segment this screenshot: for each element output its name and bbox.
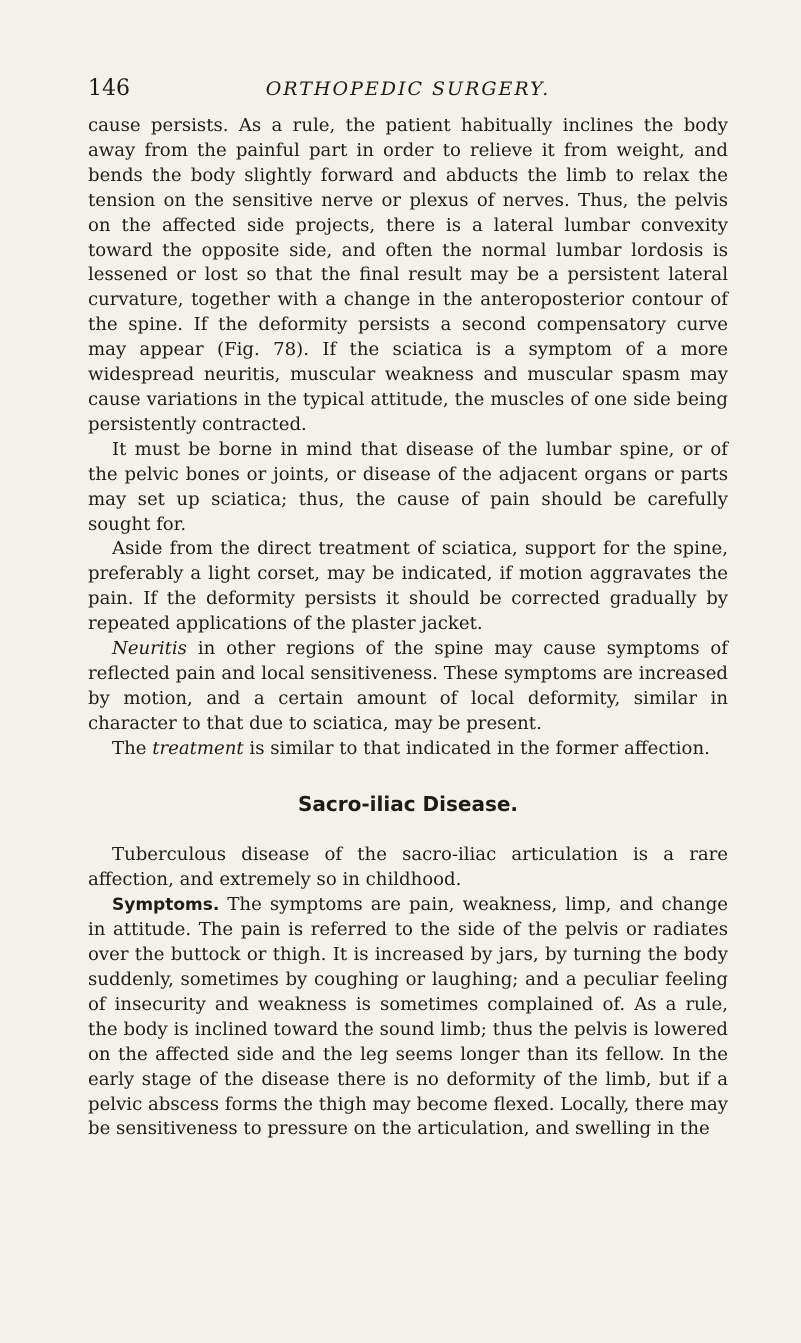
paragraph-sciatica-treatment: Aside from the direct treatment of sciatica, support for the spine, preferably a light corset, may be indicated, if motion aggravates the pain. If the deformity persists it should be corrected gradually by repeated applications of the plaster jacket. — [88, 538, 728, 635]
symptoms-lead: Symptoms. — [112, 895, 220, 916]
paragraph-sciatica-causes: It must be borne in mind that disease of the lumbar spine, or of the pelvic bones or joints, or disease of the adjacent organs or parts may set up sciatica; thus, the cause of pain should be carefully sought for. — [88, 438, 728, 535]
running-header — [88, 76, 728, 108]
paragraph-neuritis-text: in other regions of the spine may cause symptoms of reflected pain and local sensitiveness. These symptoms are increased by motion, and a certain amount of local deformity, similar in character to that due to sciatica, may be present. — [88, 638, 728, 734]
section-heading: Sacro-iliac Disease. — [297, 791, 519, 816]
term-treatment: treatment — [152, 737, 244, 759]
paragraph-sacroiliac-intro: Tuberculous disease of the sacro-iliac articulation is a rare affection, and extremely so in childhood. — [88, 844, 728, 891]
paragraph-neuritis — [88, 637, 728, 737]
paragraph-neuritis-treatment — [88, 737, 728, 762]
term-neuritis: Neuritis — [112, 638, 187, 660]
running-title: ORTHOPEDIC SURGERY. — [265, 78, 551, 100]
body-text — [88, 114, 728, 1142]
page-number: 146 — [88, 76, 130, 101]
paragraph-neuritis-treatment-text: is similar to that indicated in the former affection. — [243, 737, 710, 759]
paragraph-neuritis-treatment-start: The — [112, 737, 153, 759]
paragraph-symptoms — [88, 893, 728, 1142]
paragraph-sciatica-attitude: cause persists. As a rule, the patient habitually inclines the body away from the painful part in order to relieve it from weight, and bends the body slightly forward and abducts the limb to relax the tension on the sensitive nerve or plexus of nerves. Thus, the pelvis on the affected side projects, there is a lateral lumbar convexity toward the opposite side, and often the normal lumbar lordosis is lessened or lost so that the final result may be a persistent lateral curvature, together with a change in the anteroposterior contour of the spine. If the deformity persists a second compensatory curve may appear (Fig. 78). If the sciatica is a symptom of a more widespread neuritis, muscular weakness and muscular spasm may cause variations in the typical attitude, the muscles of one side being persistently contracted. — [88, 115, 728, 435]
paragraph-symptoms-text: The symptoms are pain, weakness, limp, and change in attitude. The pain is referred to the side of the pelvis or radiates over the buttock or thigh. It is increased by jars, by turning the body suddenly, sometimes by coughing or laughing; and a peculiar feeling of insecurity and weakness is sometimes complained of. As a rule, the body is inclined toward the sound limb; thus the pelvis is lowered on the affected side and the leg seems longer than its fellow. In the early stage of the disease there is no deformity of the limb, but if a pelvic abscess forms the thigh may become flexed. Locally, there may be sensitiveness to pressure on the articulation, and swelling in the — [88, 894, 728, 1140]
